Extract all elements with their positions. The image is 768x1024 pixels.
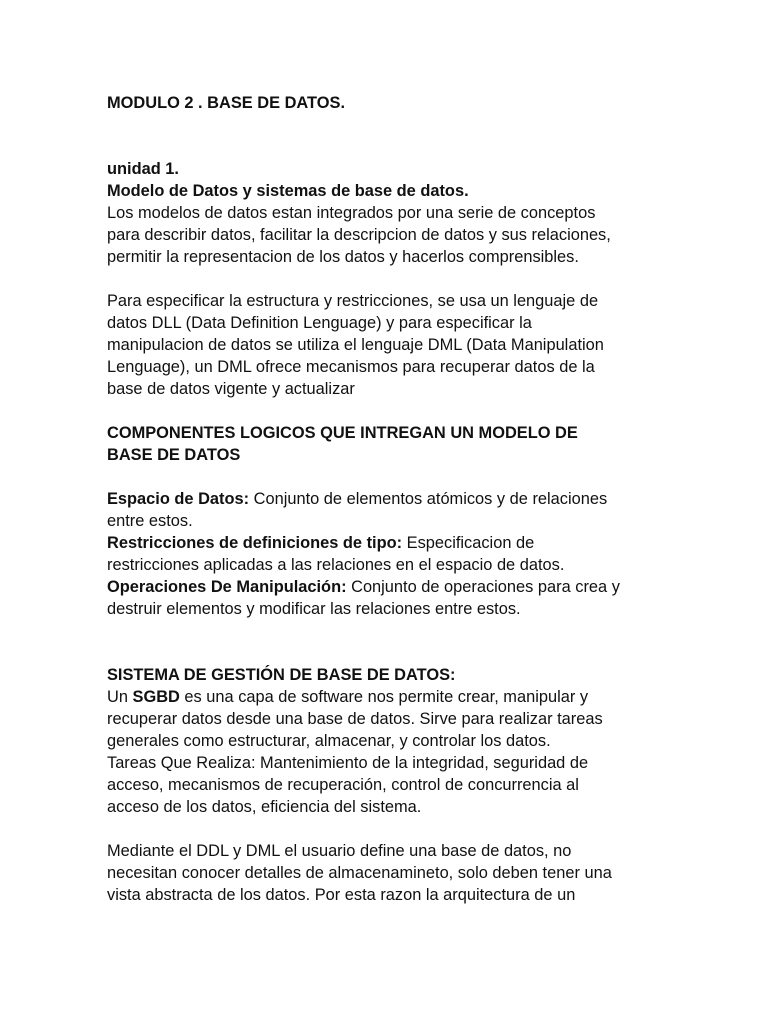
paragraph-sgbd — [107, 686, 667, 818]
component-espacio — [107, 488, 667, 510]
spacer — [107, 466, 667, 488]
component-text-line: entre estos. — [107, 512, 193, 530]
paragraph-line: Para especificar la estructura y restricciones, se usa un lenguaje de — [107, 292, 599, 310]
spacer — [107, 818, 667, 840]
component-term: Operaciones De Manipulación: — [107, 578, 347, 596]
component-text-line: restricciones aplicadas a las relaciones en el espacio de datos. — [107, 556, 565, 574]
paragraph-line: Lenguage), un DML ofrece mecanismos para recuperar datos de la — [107, 358, 595, 376]
component-text: Conjunto de elementos atómicos y de relaciones — [249, 490, 608, 508]
paragraph-line: datos DLL (Data Definition Lenguage) y para especificar la — [107, 314, 532, 332]
unit-heading: Modelo de Datos y sistemas de base de datos. — [107, 182, 469, 200]
paragraph-line: generales como estructurar, almacenar, y controlar los datos. — [107, 732, 551, 750]
components-list — [107, 488, 667, 620]
sgbd-heading: SISTEMA DE GESTIÓN DE BASE DE DATOS: — [107, 666, 456, 684]
heading-line: COMPONENTES LOGICOS QUE INTREGAN UN MODELO DE — [107, 424, 578, 442]
paragraph-line: vista abstracta de los datos. Por esta razon la arquitectura de un — [107, 886, 576, 904]
paragraph-line: necesitan conocer detalles de almacenamineto, solo deben tener una — [107, 864, 612, 882]
paragraph-line: recuperar datos desde una base de datos. Sirve para realizar tareas — [107, 710, 603, 728]
paragraph-line: Mediante el DDL y DML el usuario define una base de datos, no — [107, 842, 572, 860]
component-operaciones — [107, 576, 667, 598]
spacer — [107, 400, 667, 422]
paragraph-line: Los modelos de datos estan integrados por una serie de conceptos — [107, 204, 596, 222]
paragraph-ddl-dml — [107, 840, 667, 906]
document-page — [107, 92, 667, 906]
paragraph-line: para describir datos, facilitar la descripcion de datos y sus relaciones, — [107, 226, 611, 244]
component-text: Especificacion de — [402, 534, 535, 552]
document-title: MODULO 2 . BASE DE DATOS. — [107, 94, 345, 112]
paragraph-modelos — [107, 202, 667, 268]
paragraph-line: acceso, mecanismos de recuperación, control de concurrencia al — [107, 776, 579, 794]
unit-label: unidad 1. — [107, 160, 179, 178]
component-text: Conjunto de operaciones para crea y — [346, 578, 620, 596]
components-heading — [107, 422, 667, 466]
component-text-line: destruir elementos y modificar las relaciones entre estos. — [107, 600, 521, 618]
sgbd-first-line — [107, 686, 667, 708]
paragraph-lenguajes — [107, 290, 667, 400]
paragraph-line: base de datos vigente y actualizar — [107, 380, 355, 398]
paragraph-line: acceso de los datos, eficiencia del sistema. — [107, 798, 422, 816]
component-term: Restricciones de definiciones de tipo: — [107, 534, 403, 552]
sgbd-text: es una capa de software nos permite crear, manipular y — [179, 688, 589, 706]
sgbd-prefix: Un — [107, 688, 133, 706]
paragraph-line: permitir la representacion de los datos y hacerlos comprensibles. — [107, 248, 579, 266]
paragraph-line: manipulacion de datos se utiliza el lenguaje DML (Data Manipulation — [107, 336, 604, 354]
paragraph-line: Tareas Que Realiza: Mantenimiento de la integridad, seguridad de — [107, 754, 589, 772]
heading-line: BASE DE DATOS — [107, 446, 241, 464]
spacer — [107, 620, 667, 664]
component-restricciones — [107, 532, 667, 554]
component-term: Espacio de Datos: — [107, 490, 250, 508]
spacer — [107, 268, 667, 290]
spacer — [107, 114, 667, 158]
sgbd-term: SGBD — [132, 688, 180, 706]
